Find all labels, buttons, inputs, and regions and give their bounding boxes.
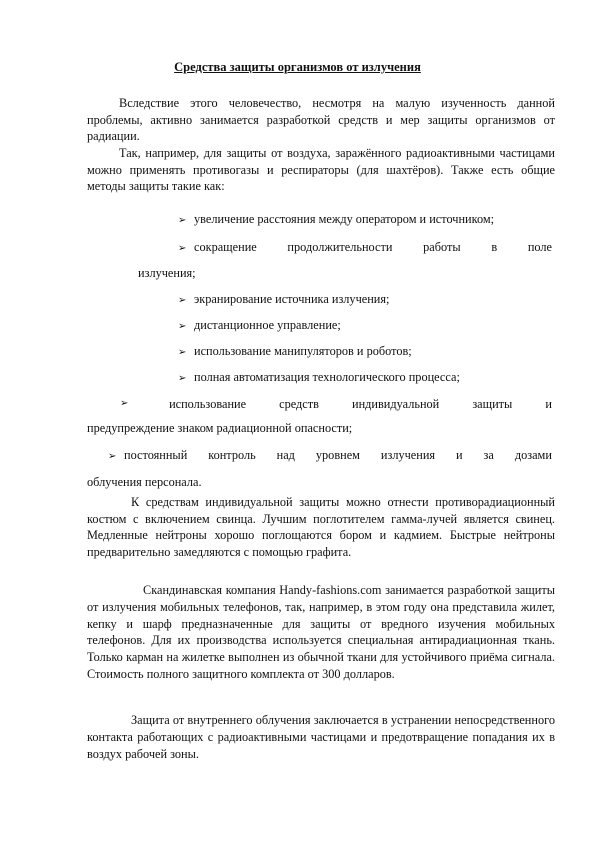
list-item-text: использование манипуляторов и роботов; [194,344,412,358]
list-item-word: над [276,448,295,462]
list-item-text: полная автоматизация технологического процесса; [194,370,460,384]
list-item-word: уровнем [315,448,360,462]
paragraph-internal-protection: Защита от внутреннего облучения заключается в устранении непосредственного контакта работающих с радиоактивными частицами и предотвращение попадания их в воздух рабочей зоны. [87,713,555,761]
list-item [178,317,341,336]
arrow-bullet-icon: ➢ [178,373,187,384]
list-item-word: и [545,397,552,411]
arrow-bullet-icon: ➢ [178,347,187,358]
list-item-word: работы [423,240,461,254]
paragraph-intro: Вследствие этого человечество, несмотря на малую изученность данной проблемы, активно занимается разработкой средств и мер защиты организмов от радиации. [87,96,555,143]
list-item-word: использование [169,397,247,411]
list-item-continuation: излучения; [138,266,196,280]
list-item-text: увеличение расстояния между оператором и источником; [194,212,495,226]
arrow-bullet-icon: ➢ [178,321,187,332]
list-item-word: продолжительности [287,240,393,254]
arrow-bullet-icon: ➢ [120,398,129,409]
list-item [178,211,494,230]
list-item [120,396,552,413]
arrow-bullet-icon: ➢ [178,243,187,254]
arrow-bullet-icon: ➢ [178,295,187,306]
list-item-word: излучения [380,448,436,462]
list-item-word: индивидуальной [352,397,440,411]
list-item-word: за [483,448,494,462]
list-item-word: и [456,448,463,462]
list-item-word: контроль [208,448,256,462]
list-item [178,343,412,362]
page-title: Средства защиты организмов от излучения [174,60,421,74]
list-item-continuation: предупреждение знаком радиационной опасности; [87,421,353,435]
arrow-bullet-icon: ➢ [178,215,187,226]
list-item-word: сокращение [194,240,257,254]
list-item-word: постоянный [124,448,188,462]
list-item-word: средств [279,397,319,411]
arrow-bullet-icon: ➢ [108,451,117,462]
list-item-word: в [491,240,498,254]
list-item-word: поле [527,240,552,254]
list-item [178,291,389,310]
list-item-word: дозами [514,448,552,462]
list-item [178,369,460,388]
paragraph-handy-fashions: Скандинавская компания Handy-fashions.com занимается разработкой защиты от излучения мобильных телефонов, так, например, в этом году она представила жилет, кепку и шарф предназначенные для защиты от вредного изучения мобильных телефонов. Для их производства используется специальная антирадиационная ткань. Только карман на жилетке выполнен из обычной ткани для устойчивого приёма сигнала. Стоимость полного защитного комплекта от 300 долларов. [87,583,555,681]
list-item [108,447,552,466]
list-item-word: защиты [472,397,513,411]
paragraph-protective-means: К средствам индивидуальной защиты можно отнести противорадиационный костюм с включением свинца. Лучшим поглотителем гамма-лучей является свинец. Медленные нейтроны хорошо поглощаются бором и кадмием. Быстрые нейтроны предварительно замедляются с помощью графита. [87,495,555,560]
list-item-continuation: облучения персонала. [87,475,202,489]
list-item [178,239,552,258]
list-item-text: дистанционное управление; [194,318,341,332]
list-item-text: экранирование источника излучения; [194,292,390,306]
paragraph-methods-intro: Так, например, для защиты от воздуха, заражённого радиоактивными частицами можно применять противогазы и респираторы (для шахтёров). Также есть общие методы защиты такие как: [87,146,555,193]
